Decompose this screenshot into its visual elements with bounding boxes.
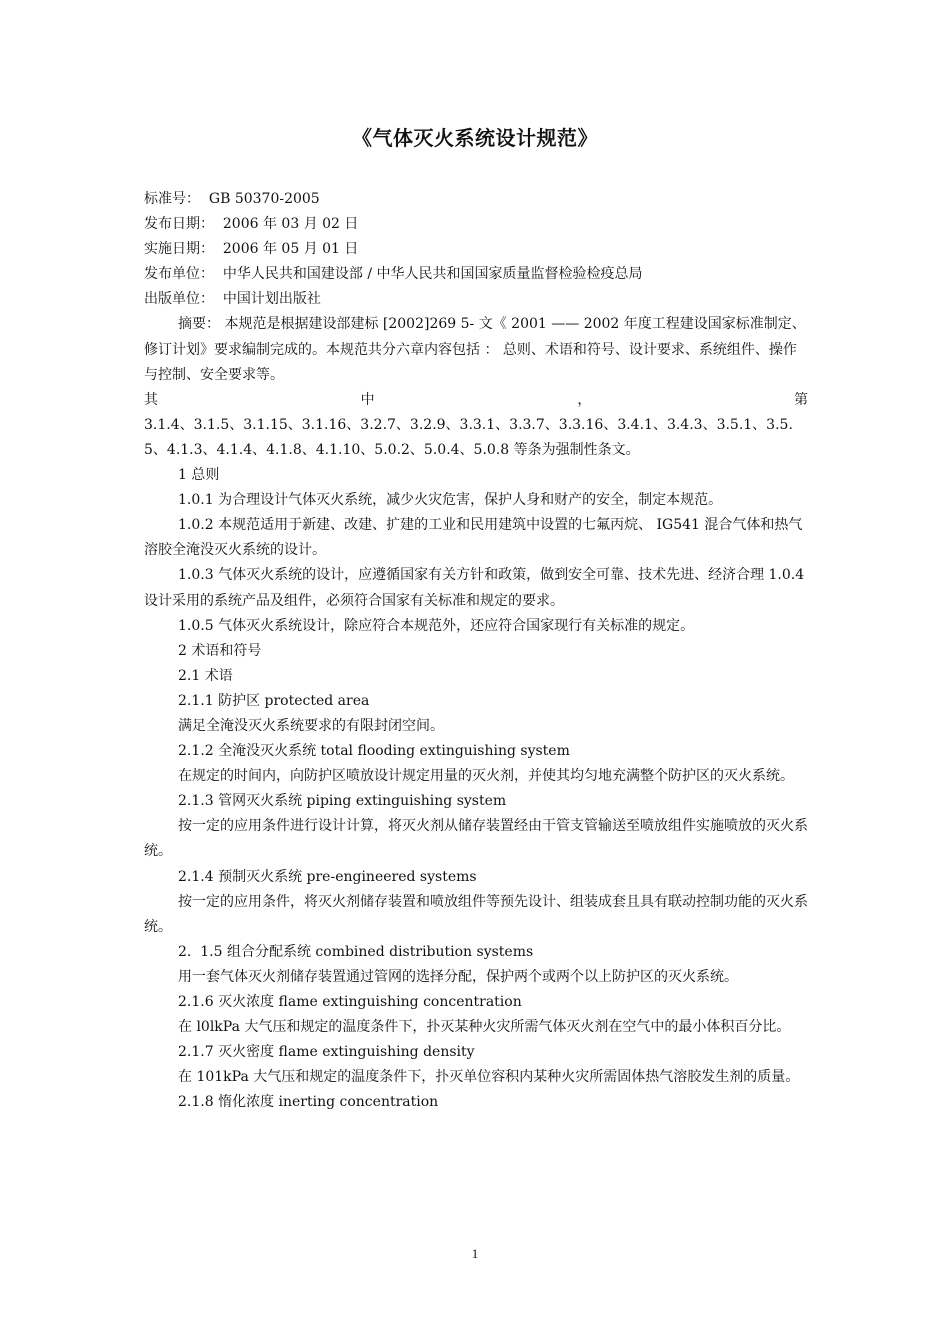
section-paragraph: 2.1.8 惰化浓度 inerting concentration <box>178 1094 439 1111</box>
section-paragraph: 1.0.5 气体灭火系统设计，除应符合本规范外，还应符合国家现行有关标准的规定。 <box>178 617 695 634</box>
section-paragraph: 在规定的时间内，向防护区喷放设计规定用量的灭火剂，并使其均匀地充满整个防护区的灭火系统。 <box>178 768 794 785</box>
publishing-unit: 出版单位： 中国计划出版社 <box>144 291 321 308</box>
section-paragraph: 1.0.3 气体灭火系统的设计，应遵循国家有关方针和政策，做到安全可靠、技术先进、经济合理 1.0.4 设计采用的系统产品及组件，必须符合国家有关标准和规定的要求。 <box>144 567 809 609</box>
section-paragraph: 2.1 术语 <box>178 667 233 684</box>
document-title: 《气体灭火系统设计规范》 <box>352 126 598 150</box>
abstract-spread-line: 其 中 ， 第 <box>144 391 808 408</box>
section-paragraph: 满足全淹没灭火系统要求的有限封闭空间。 <box>178 717 444 734</box>
section-paragraph: 在 l0lkPa 大气压和规定的温度条件下，扑灭某种火灾所需气体灭火剂在空气中的最小体积百分比。 <box>178 1019 791 1036</box>
section-paragraph: 2.1.2 全淹没灭火系统 total flooding extinguishing system <box>178 743 570 760</box>
mandatory-clauses: 3.1.4、3.1.5、3.1.15、3.1.16、3.2.7、3.2.9、3.3.1、3.3.7、3.3.16、3.4.1、3.4.3、3.5.1、3.5.5、4.1.3、4.1.4、4.1.8、4.1.10、5.0.2、5.0.4、5.0.8 等条为强制性条文。 <box>144 416 793 458</box>
effective-date: 实施日期： 2006 年 05 月 01 日 <box>144 241 359 258</box>
sections-list <box>144 463 808 1115</box>
section-paragraph: 1.0.1 为合理设计气体灭火系统，减少火灾危害，保护人身和财产的安全，制定本规范。 <box>178 492 723 509</box>
issuing-unit: 发布单位： 中华人民共和国建设部 / 中华人民共和国国家质量监督检验检疫总局 <box>144 266 643 283</box>
publish-date: 发布日期： 2006 年 03 月 02 日 <box>144 216 359 233</box>
section-paragraph: 2.1.1 防护区 protected area <box>178 692 370 709</box>
standard-number: 标准号： GB 50370-2005 <box>144 191 320 207</box>
section-paragraph: 在 101kPa 大气压和规定的温度条件下，扑灭单位容积内某种火灾所需固体热气溶胶发生剂的质量。 <box>178 1069 800 1086</box>
section-paragraph: 用一套气体灭火剂储存装置通过管网的选择分配，保护两个或两个以上防护区的灭火系统。 <box>178 968 738 985</box>
section-paragraph: 2 术语和符号 <box>178 642 262 659</box>
section-paragraph: 按一定的应用条件进行设计计算，将灭火剂从储存装置经由干管支管输送至喷放组件实施喷放的灭火系统。 <box>144 818 808 860</box>
abstract-paragraph: 摘要： 本规范是根据建设部建标 [2002]269 5- 文《 2001 —— 2002 年度工程建设国家标准制定、修订计划》要求编制完成的。本规范共分六章内容包括 ： 总则、术语和符号、设计要求、系统组件、操作与控制、安全要求等。 <box>144 316 806 383</box>
section-paragraph: 按一定的应用条件，将灭火剂储存装置和喷放组件等预先设计、组装成套且具有联动控制功能的灭火系统。 <box>144 893 808 935</box>
section-paragraph: 2.1.3 管网灭火系统 piping extinguishing system <box>178 793 507 810</box>
section-paragraph: 2.1.7 灭火密度 flame extinguishing density <box>178 1044 475 1061</box>
section-paragraph: 2.1.4 预制灭火系统 pre-engineered systems <box>178 868 477 885</box>
section-paragraph: 2.1.6 灭火浓度 flame extinguishing concentration <box>178 994 522 1010</box>
document-body <box>144 187 808 1115</box>
section-paragraph: 1 总则 <box>178 467 220 484</box>
page-number: 1 <box>471 1246 479 1261</box>
section-paragraph: 1.0.2 本规范适用于新建、改建、扩建的工业和民用建筑中设置的七氟丙烷、 IG541 混合气体和热气溶胶全淹没灭火系统的设计。 <box>144 517 803 559</box>
section-paragraph: 2. 1.5 组合分配系统 combined distribution systems <box>178 943 534 960</box>
